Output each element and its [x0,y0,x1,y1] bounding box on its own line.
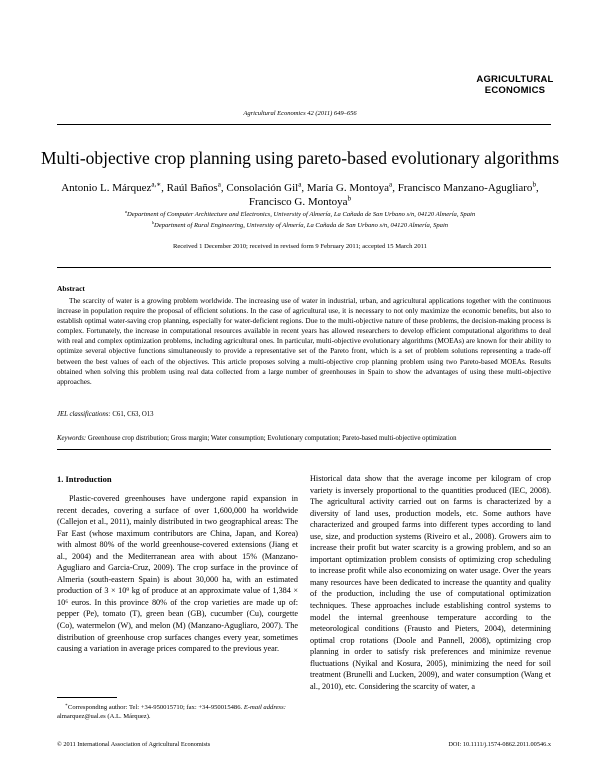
introduction-right-column: Historical data show that the average income per kilogram of crop variety is inversely proportional to the quantities produced (IEC, 2008). The agricultural activity carried out on farms is characterized by a diversity of land uses, production models, etc. Some authors have characterized and grouped farms into different types according to land use, size, and production systems (Riveiro et al., 2008). Growers aim to increase their profit but water scarcity is a growing problem, and so an important optimization problem consists of optimizing crop scheduling to increase profit while also economizing on water usage. Over the years many resources have been dedicated to increase the quantity and quality of the production, including the use of computational optimization techniques. These approaches include establishing control systems to model the internal greenhouse temperature according to the meteorological conditions (Frausto and Pieters, 2004), determining optimal crop rotations (Doole and Pannell, 2008), optimizing crop planning in order to satisfy risk preferences and minimize revenue fluctuations (Nyikal and Kosura, 2005), minimizing the need for soil treatment (Brunelli and Lucken, 2009), and water consumption (Wang et al., 2010), etc. Considering the scarcity of water, a [310,474,551,691]
abstract-heading: Abstract [57,284,85,293]
affiliation-b-text: Department of Rural Engineering, University of Almería, La Cañada de San Urbano s/n, 04120 Almería, Spain [154,222,449,229]
author-name: Francisco Manzano-Agugliaro [397,182,533,194]
affiliation-a [40,208,560,218]
keywords-value: Greenhouse crop distribution; Gross margin; Water consumption; Evolutionary computation; Pareto-based multi-objective optimization [87,435,457,442]
header-rule [57,124,551,125]
author-name: Antonio L. Márquez [61,182,152,194]
abstract-bottom-rule [57,449,551,450]
author-affiliation-marker: a [298,180,302,189]
corresponding-author-footnote [57,703,298,721]
footnote-contact: Corresponding author: Tel: +34-950015710; fax: +34-950015486. [67,704,243,711]
author-name: Consolación Gil [226,182,299,194]
author-name: Raúl Baños [166,182,218,194]
received-dates: Received 1 December 2010; received in revised form 9 February 2011; accepted 15 March 2011 [172,243,427,250]
footnote-rule [57,697,117,698]
author-name: Francisco G. Montoya [248,196,348,208]
affiliation-b [40,219,560,229]
author-affiliation-marker: b [532,180,537,189]
footnote-email[interactable]: almarquez@ual.es (A.L. Márquez). [57,713,151,720]
footnote-marker: ∗ [65,701,68,707]
jel-classifications [57,411,154,418]
keywords-label: Keywords: [57,435,87,442]
journal-brand-line1: AGRICULTURAL [476,74,554,85]
author-affiliation-marker: a [217,180,221,189]
affiliation-b-marker: b [151,219,155,225]
journal-brand [455,74,575,96]
abstract-top-rule [57,267,551,268]
author-list: Antonio L. Márquez$^{a,∗}$, Raúl Baños$^a$, Consolación Gil$^a$, María G. Montoya$^a$, Francisco Manzano-Agugliaro$^b$, Francisco G. Montoya$^b$ [61,180,539,208]
author-affiliation-marker: a,∗ [151,180,162,189]
footnote-email-label: E-mail address: [243,704,286,711]
journal-citation: Agricultural Economics 42 (2011) 649–656 [243,110,357,117]
jel-value: C61, C63, O13 [112,411,154,418]
copyright-notice: © 2011 International Association of Agricultural Economists [57,741,211,748]
introduction-left-column: Plastic-covered greenhouses have undergone rapid expansion in recent decades, covering a surface of over 1,600,000 ha worldwide (Callejon et al., 2011), mainly distributed in two geographical areas: The Far East (whose maximum contributors are China, Japan, and Korea) with almost 80% of the world greenhouse-covered extensions (Jiang et al., 2004) and the Mediterranean area with about 15% (Manzano-Agugliaro and Garcia-Cruz, 2009). The crop surface in the province of Almeria (south-eastern Spain) is about 30,000 ha, with an estimated production of 3 × 10⁹ kg of produce at an approximate value of 1,384 × 10⁶ euros. In this province 80% of the crop varieties are made up of: pepper (Pe), tomato (T), green bean (GB), cucumber (Cu), courgette (Co), watermelon (W), and melon (M) (Manzano-Agugliaro, 2007). The distribution of greenhouse crop surfaces changes every year, sometimes causing a variation in average prices compared to the previous year. [57,494,298,654]
section-heading-introduction: 1. Introduction [57,474,112,484]
article-title: Multi-objective crop planning using pareto-based evolutionary algorithms [40,148,560,168]
author-affiliation-marker: b [347,194,352,203]
affiliation-a-marker: a [124,208,127,214]
jel-label: JEL classifications: [57,411,111,418]
abstract-text: The scarcity of water is a growing problem worldwide. The increasing use of water in industrial, urban, and agricultural applications together with the continuous increase in population require the proposal of efficient solutions. In the case of agricultural use, it is necessary to not only maximize the economic benefits, but also to establish optimal water-saving crop planning, especially for water-deficient regions. Due to the multi-objective nature of these problems, the decision-making process is complex. Fortunately, the increase in computational resources available in recent years has allowed researchers to develop efficient computational algorithms to deal with real and complex optimization problems, including agricultural ones. In particular, multi-objective evolutionary algorithms (MOEAs) are known for their ability to optimize several objective functions simultaneously to provide a representative set of the Pareto front, which is a set of problem solutions representing a trade-off between the best values of each of the objectives. This article proposes solving a multi-objective crop planning problem using two Pareto-based MOEAs. Results obtained when solving this problem using real data collected from a large number of greenhouses in Spain to show the advantages of using these multi-objective approaches. [57,296,551,386]
journal-brand-line2: ECONOMICS [484,85,546,96]
author-name: María G. Montoya [306,182,390,194]
affiliation-a-text: Department of Computer Architecture and Electronics, University of Almería, La Cañada de San Urbano s/n, 04120 Almería, Spain [126,211,476,218]
doi[interactable]: DOI: 10.1111/j.1574-0862.2011.00546.x [448,741,551,748]
author-affiliation-marker: a [389,180,393,189]
keywords [57,435,551,442]
